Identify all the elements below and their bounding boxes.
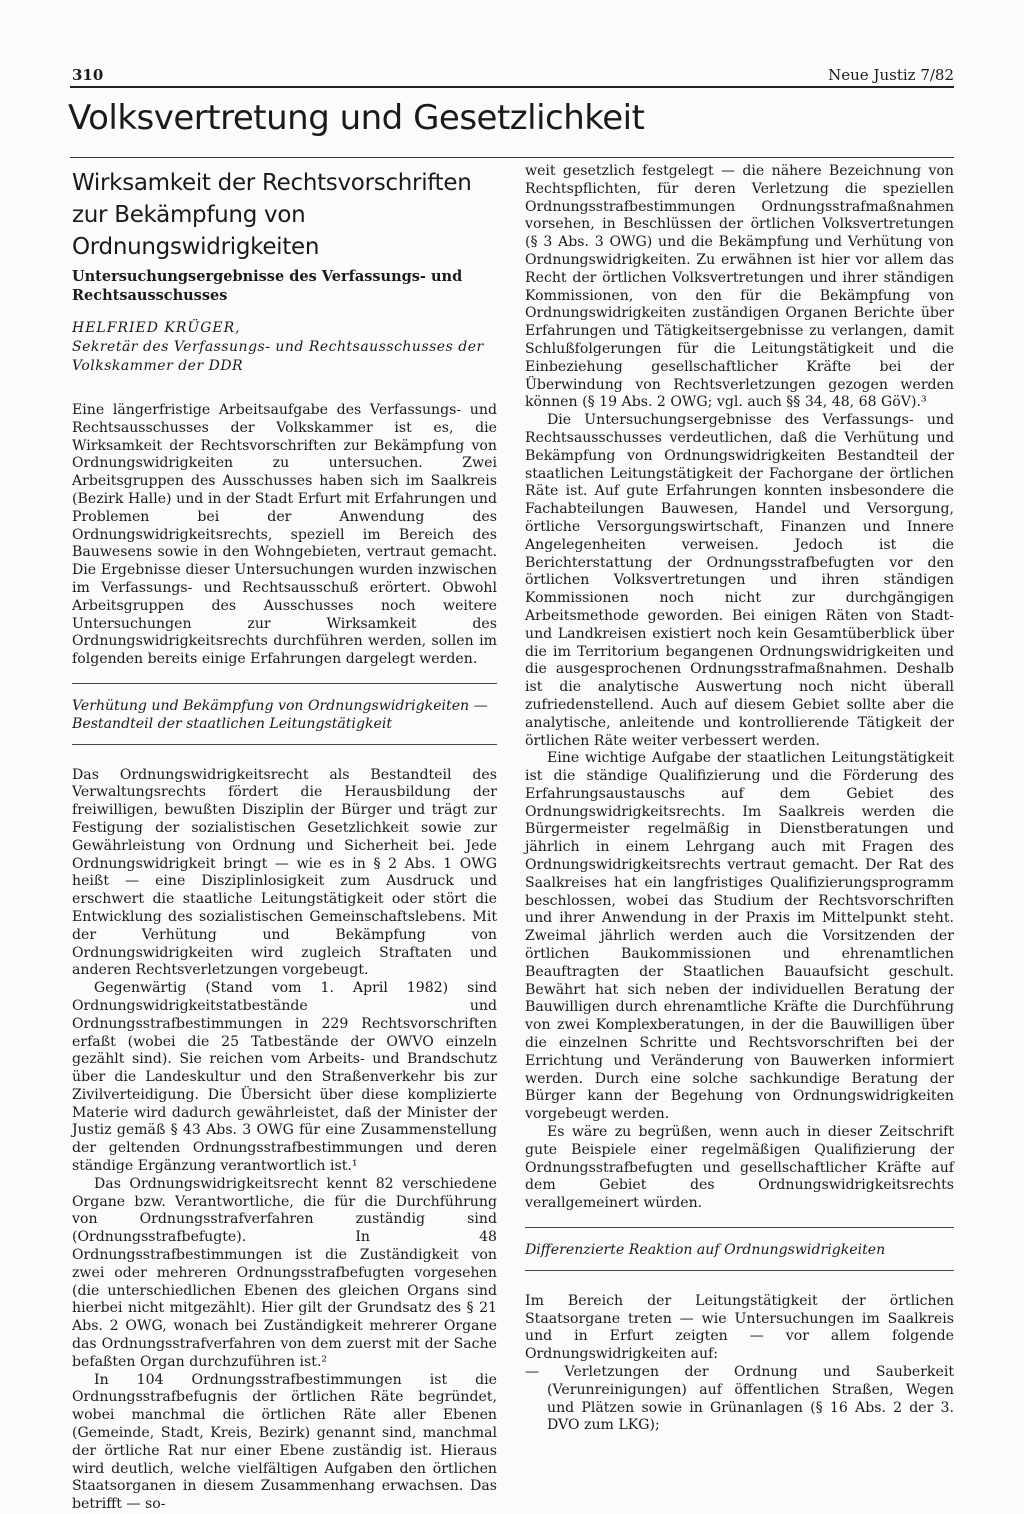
- author-role: Sekretär des Verfassungs- und Rechtsausschusses der Volkskammer der DDR: [72, 339, 484, 374]
- paragraph: In 104 Ordnungsstrafbestimmungen ist die Ordnungsstrafbefugnis der örtlichen Räte begründet, wobei manchmal die örtlichen Räte aller Ebenen (Gemeinde, Stadt, Kreis, Bezirk) genannt sind, manchmal der örtliche Rat nur einer Ebene zuständig ist. Hieraus wird deutlich, welche vielfältigen Aufgaben den örtlichen Staatsorganen in diesem Zusammenhang erwachsen. Das betrifft — so-: [72, 1371, 497, 1513]
- section-2-rule: [525, 1270, 954, 1271]
- section-2-heading: Differenzierte Reaktion auf Ordnungswidrigkeiten: [525, 1242, 886, 1259]
- section-2: [525, 1227, 954, 1435]
- article-subtitle: Untersuchungsergebnisse des Verfassungs- und Rechtsausschusses: [72, 268, 463, 304]
- left-column: [72, 165, 497, 1514]
- section-1-rule: [72, 744, 497, 745]
- list-item: — Verletzungen der Ordnung und Sauberkeit (Verunreinigungen) auf öffentlichen Straßen, Wegen und Plätzen sowie in Grünanlagen (§ 16 Abs. 2 der 3. DVO zum LKG);: [525, 1364, 954, 1434]
- right-column: [525, 163, 954, 1435]
- paragraph: weit gesetzlich festgelegt — die nähere Bezeichnung von Rechtspflichten, für deren Verletzung die speziellen Ordnungsstrafbestimmungen Ordnungsstrafmaßnahmen vorsehen, in Beschlüssen der örtlichen Volksvertretungen (§ 3 Abs. 3 OWG) und die Bekämpfung und Verhütung von Ordnungswidrigkeiten. Zu erwähnen ist hier vor allem das Recht der örtlichen Volksvertretungen und ihrer ständigen Kommissionen, von den für die Bekämpfung von Ordnungswidrigkeiten zuständigen Organen Berichte über Erfahrungen und Tätigkeitsergebnisse zu verlangen, damit Schlußfolgerungen für die Leitungstätigkeit und die Einbeziehung gesellschaftlicher Kräfte bei der Überwindung von Rechtsverletzungen gezogen werden können (§ 19 Abs. 2 OWG; vgl. auch §§ 34, 48, 68 GöV).³: [525, 163, 954, 411]
- author-block: [72, 319, 497, 376]
- paragraph: Gegenwärtig (Stand vom 1. April 1982) sind Ordnungswidrigkeitstatbestände und Ordnungsstrafbestimmungen in 229 Rechtsvorschriften erfaßt (wobei die 25 Tatbestände der OWVO einzeln gezählt sind). Sie reichen vom Arbeits- und Brandschutz über die Landeskultur und den Straßenverkehr bis zur Zivilverteidigung. Die Übersicht über diese komplizierte Materie wird dadurch gewährleistet, daß der Minister der Justiz gemäß § 43 Abs. 3 OWG für eine Zusammenstellung der geltenden Ordnungsstrafbestimmungen und deren ständige Ergänzung verantwortlich ist.¹: [72, 980, 497, 1175]
- article-title: Wirksamkeit der Rechtsvorschriften zur Bekämpfung von Ordnungswidrigkeiten: [72, 170, 472, 260]
- paragraph: Es wäre zu begrüßen, wenn auch in dieser Zeitschrift gute Beispiele einer regelmäßigen Qualifizierung der Ordnungsstrafbefugten und gesellschaftlicher Kräfte auf dem Gebiet des Ordnungswidrigkeitsrechts verallgemeinert würden.: [525, 1124, 954, 1212]
- intro-paragraph: Eine längerfristige Arbeitsaufgabe des Verfassungs- und Rechtsausschusses der Volkskammer ist es, die Wirksamkeit der Rechtsvorschriften zur Bekämpfung von Ordnungswidrigkeiten zu untersuchen. Zwei Arbeitsgruppen des Ausschusses haben sich im Saalkreis (Bezirk Halle) und in der Stadt Erfurt mit Erfahrungen und Problemen bei der Anwendung des Ordnungswidrigkeitsrechts, speziell im Bereich des Bauwesens sowie in den Wohngebieten, vertraut gemacht. Die Ergebnisse dieser Untersuchungen wurden inzwischen im Verfassungs- und Rechtsausschuß erörtert. Obwohl Arbeitsgruppen des Ausschusses noch weitere Untersuchungen zur Wirksamkeit des Ordnungswidrigkeitsrechts durchführen werden, sollen im folgenden bereits einige Erfahrungen dargelegt werden.: [72, 402, 497, 668]
- paragraph: Die Untersuchungsergebnisse des Verfassungs- und Rechtsausschusses verdeutlichen, daß die Verhütung und Bekämpfung von Ordnungswidrigkeiten Bestandteil der staatlichen Leitungstätigkeit der Fachorgane der örtlichen Räte ist. Auf gute Erfahrungen konnten insbesondere die Fachabteilungen Bauwesen, Handel und Versorgung, örtliche Versorgungswirtschaft, Finanzen und Innere Angelegenheiten verweisen. Jedoch ist die Berichterstattung der Ordnungsstrafbefugten vor den örtlichen Volksvertretungen und ihren ständigen Kommissionen noch nicht zur durchgängigen Arbeitsmethode geworden. Bei einigen Räten von Stadt- und Landkreisen existiert noch kein Gesamtüberblick über die im Territorium begangenen Ordnungswidrigkeiten und die ausgesprochenen Ordnungsstrafmaßnahmen. Deshalb ist die analytische Auswertung noch nicht überall zufriedenstellend. Auch auf diesem Gebiet sollte aber die analytische, anleitende und kontrollierende Tätigkeit der örtlichen Räte weiter verbessert werden.: [525, 412, 954, 749]
- paragraph: Im Bereich der Leitungstätigkeit der örtlichen Staatsorgane treten — wie Untersuchungen im Saalkreis und in Erfurt zeigten — vor allem folgende Ordnungswidrigkeiten auf:: [525, 1292, 954, 1363]
- journal-issue: Neue Justiz 7/82: [828, 66, 954, 84]
- rubric-rule: [70, 157, 954, 158]
- paragraph: Das Ordnungswidrigkeitsrecht kennt 82 verschiedene Organe bzw. Verantwortliche, die für die Durchführung von Ordnungsstrafverfahren zuständig sind (Ordnungsstrafbefugte). In 48 Ordnungsstrafbestimmungen ist die Zuständigkeit von zwei oder mehreren Ordnungsstrafbefugten vorgesehen (die unterschiedlichen Ebenen des gleichen Organs sind hierbei nicht mitgezählt). Hier gilt der Grundsatz des § 21 Abs. 2 OWG, wonach bei Zuständigkeit mehrerer Organe das Ordnungsstrafverfahren von dem zuerst mit der Sache befaßten Organ durchzuführen ist.²: [72, 1175, 497, 1370]
- page-number: 310: [72, 66, 104, 84]
- author-name: HELFRIED KRÜGER,: [72, 320, 241, 336]
- section-1: [72, 683, 497, 1514]
- section-rubric: Volksvertretung und Gesetzlichkeit: [68, 98, 645, 138]
- paragraph: Das Ordnungswidrigkeitsrecht als Bestandteil des Verwaltungsrechts fördert die Herausbildung der freiwilligen, bewußten Disziplin der Bürger und trägt zur Festigung der sozialistischen Gesetzlichkeit sowie zur Gewährleistung von Ordnung und Sicherheit bei. Jede Ordnungswidrigkeit bringt — wie es in § 2 Abs. 1 OWG heißt — eine Disziplinlosigkeit zum Ausdruck und erschwert die staatliche Leitungstätigkeit oder stört die Entwicklung des sozialistischen Gemeinschaftslebens. Mit der Verhütung und Bekämpfung von Ordnungswidrigkeiten wird zugleich Straftaten und anderen Rechtsverletzungen vorgebeugt.: [72, 766, 497, 979]
- section-1-heading: Verhütung und Bekämpfung von Ordnungswidrigkeiten — Bestandteil der staatlichen Leitungstätigkeit: [72, 697, 488, 732]
- top-rule: [70, 86, 954, 88]
- paragraph: Eine wichtige Aufgabe der staatlichen Leitungstätigkeit ist die ständige Qualifizierung und die Förderung des Erfahrungsaustauschs auf dem Gebiet des Ordnungswidrigkeitsrechts. Im Saalkreis werden die Bürgermeister regelmäßig in Dienstberatungen und jährlich in einem Lehrgang auch mit Fragen des Ordnungswidrigkeitsrechts vertraut gemacht. Der Rat des Saalkreises hat ein langfristiges Qualifizierungsprogramm beschlossen, wobei das Studium der Rechtsvorschriften und ihrer Anwendung in der Praxis im Mittelpunkt steht. Zweimal jährlich werden auch die Vorsitzenden der örtlichen Baukommissionen und ehrenamtlichen Beauftragten der Staatlichen Bauaufsicht geschult. Bewährt hat sich neben der individuellen Beratung der Bauwilligen durch ehrenamtliche Kräfte die Durchführung von zwei Komplexberatungen, in der die Bauwilligen über die einzelnen Schritte und Rechtsvorschriften bei der Errichtung und Veränderung von Bauwerken informiert werden. Durch eine solche sachkundige Beratung der Bürger kann der Begehung von Ordnungswidrigkeiten vorgebeugt werden.: [525, 750, 954, 1123]
